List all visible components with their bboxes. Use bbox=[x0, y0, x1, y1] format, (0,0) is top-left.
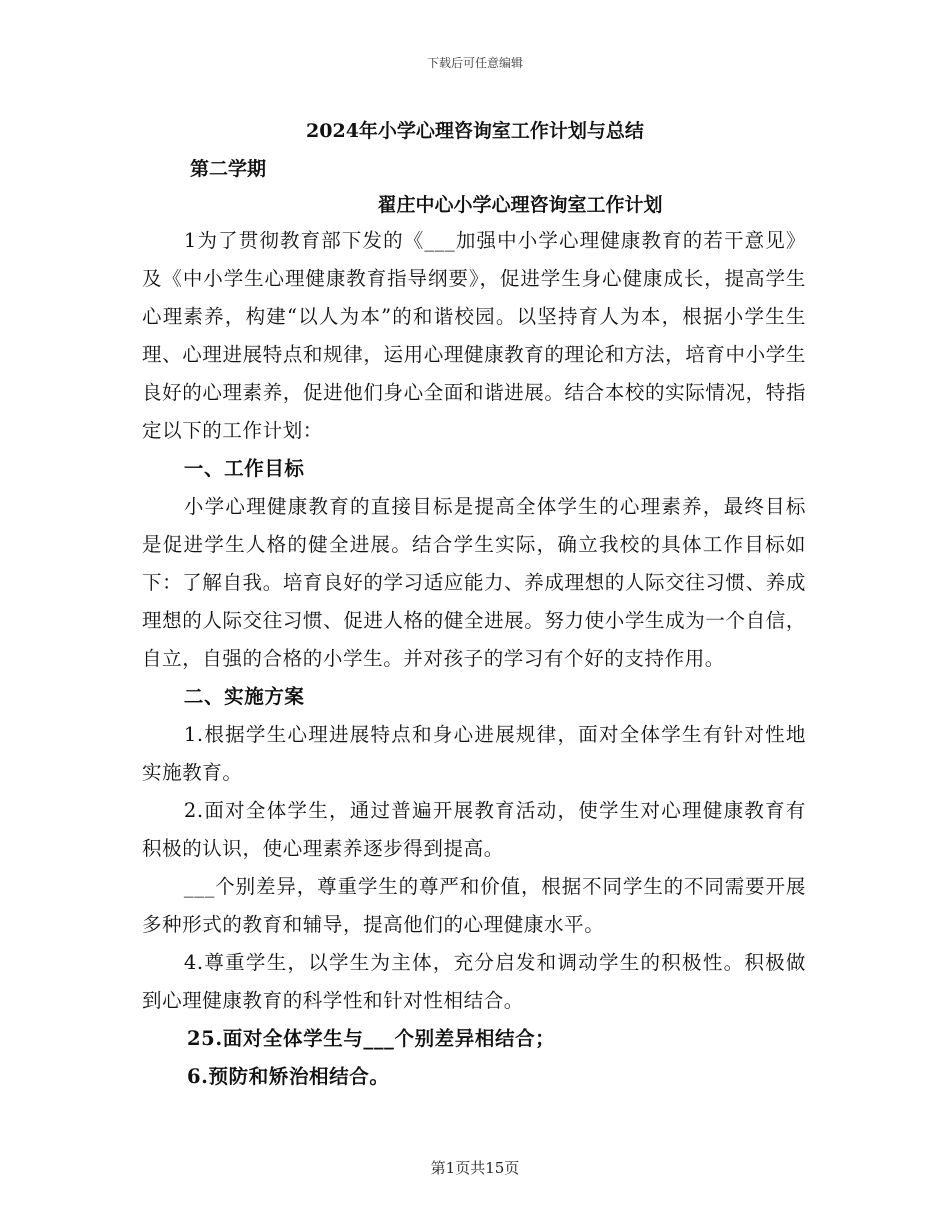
section-heading-plan: 二、实施方案 bbox=[183, 685, 305, 708]
document-body bbox=[142, 222, 806, 1096]
plan-item-6: 6.预防和矫治相结合。 bbox=[187, 1065, 390, 1088]
plan-item-4: 4.尊重学生，以学生为主体，充分启发和调动学生的积极性。积极做到心理健康教育的科学性和针对性相结合。 bbox=[142, 951, 806, 1012]
section-heading-goals: 一、工作目标 bbox=[183, 457, 305, 480]
page-number: 第1页共15页 bbox=[430, 1159, 520, 1177]
goals-paragraph: 小学心理健康教育的直接目标是提高全体学生的心理素养，最终目标是促进学生人格的健全进展。结合学生实际，确立我校的具体工作目标如下：了解自我。培育良好的学习适应能力、养成理想的人际交往习惯、养成理想的人际交往习惯、促进人格的健全进展。努力使小学生成为一个自信，自立，自强的合格的小学生。并对孩子的学习有个好的支持作用。 bbox=[142, 495, 806, 670]
document-title: 2024年小学心理咨询室工作计划与总结 bbox=[306, 120, 644, 142]
plan-item-5: 25.面对全体学生与___个别差异相结合； bbox=[187, 1027, 556, 1050]
semester-heading: 第二学期 bbox=[190, 158, 267, 180]
page-header-note: 下载后可任意编辑 bbox=[426, 56, 523, 70]
plan-item-2: 2.面对全体学生，通过普遍开展教育活动，使学生对心理健康教育有积极的认识，使心理素养逐步得到提高。 bbox=[142, 799, 806, 860]
plan-item-3: ___个别差异，尊重学生的尊严和价值，根据不同学生的不同需要开展多种形式的教育和辅导，提高他们的心理健康水平。 bbox=[142, 875, 806, 936]
plan-title: 翟庄中心小学心理咨询室工作计划 bbox=[377, 194, 663, 216]
intro-paragraph: 1为了贯彻教育部下发的《___加强中小学心理健康教育的若干意见》及《中小学生心理健康教育指导纲要》，促进学生身心健康成长，提高学生心理素养，构建“以人为本”的和谐校园。以坚持育人为本，根据小学生生理、心理进展特点和规律，运用心理健康教育的理论和方法，培育中小学生良好的心理素养，促进他们身心全面和谐进展。结合本校的实际情况，特指定以下的工作计划： bbox=[142, 229, 806, 442]
plan-item-1: 1.根据学生心理进展特点和身心进展规律，面对全体学生有针对性地实施教育。 bbox=[142, 723, 806, 784]
